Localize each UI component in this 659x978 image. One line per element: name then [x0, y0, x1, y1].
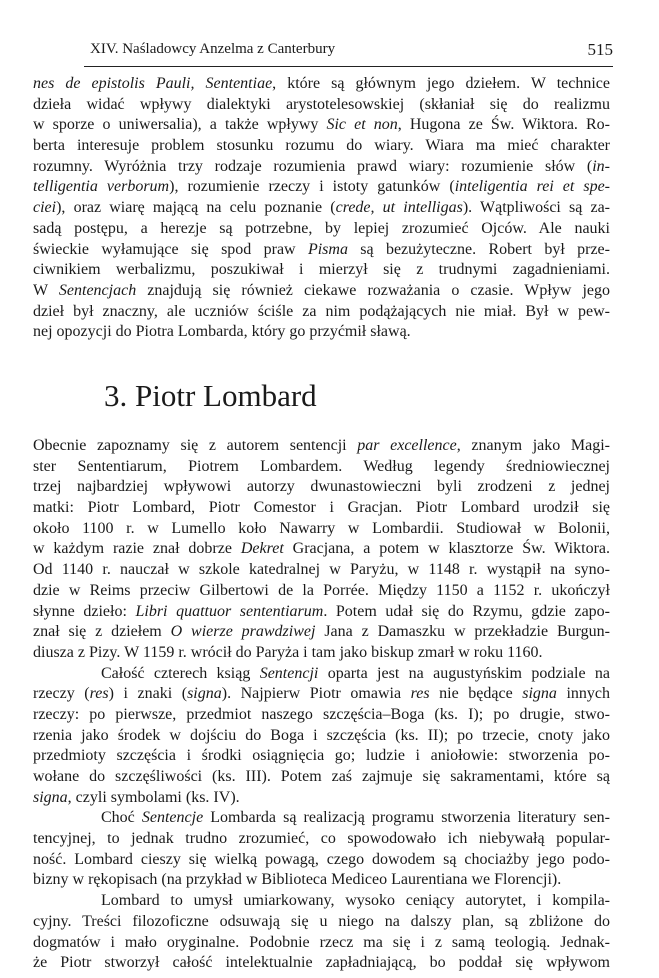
text-line	[33, 539, 610, 560]
text-segment: Jana z Damaszku w przekładzie Burgun-	[315, 623, 610, 641]
text-segment: , znanym jako Magi-	[456, 437, 610, 454]
text-segment: Gracjana, a potem w klasztorze Św. Wiktora.	[283, 540, 610, 558]
italic-segment: signa	[522, 685, 557, 703]
text-segment: w sporze o uniwersalia), a także wpływy	[33, 116, 327, 134]
text-segment: rzenia jako środek w dojściu do Boga i szczęścia (ks. II); po trzecie, cnoty jako	[33, 726, 610, 744]
text-segment: Lombard to umysł umiarkowany, wysoko ceniący autorytet, i kompila-	[101, 892, 610, 910]
text-line	[33, 157, 610, 178]
text-segment: słynne dzieło:	[33, 602, 136, 620]
text-segment: . Potem udał się do Rzymu, gdzie zapo-	[323, 602, 610, 620]
text-segment: rzeczy: po pierwsze, przedmiot naszego szczęścia–Boga (ks. I); po drugie, stwo-	[33, 705, 610, 723]
text-segment: że Piotr stworzył całość intelektualnie zapładniającą, bo poddał się wpływom	[33, 954, 610, 972]
text-segment: w każdym razie znał dobrze	[33, 540, 241, 558]
text-segment: są bezużyteczne. Robert był prze-	[347, 240, 610, 258]
text-segment: , Hugona ze Św. Wiktora. Ro-	[397, 116, 610, 134]
text-segment: sadą postępu, a herezje są potrzebne, by lepiej zrozumieć Ojców. Ale nauki	[33, 219, 610, 237]
text-segment: oparta jest na augustyńskim podziale na	[318, 664, 610, 682]
text-segment: ), rozumienie rzeczy i istoty gatunków (	[169, 178, 455, 196]
text-line	[33, 622, 610, 643]
text-segment: berta interesuje problem stosunku rozumu do wiary. Wiara ma mieć charakter	[33, 137, 610, 155]
text-line	[33, 177, 610, 198]
text-segment: ster Sententiarum, Piotrem Lombardem. Według legendy średniowiecznej	[33, 457, 610, 475]
italic-segment: signa	[33, 788, 68, 806]
text-segment: , czyli symbolami (ks. IV).	[67, 788, 240, 806]
italic-segment: Sentencje	[141, 809, 204, 827]
text-line	[33, 643, 610, 664]
section-title: 3. Piotr Lombard	[104, 378, 317, 413]
text-line	[33, 498, 610, 519]
text-segment: diusza z Pizy. W 1159 r. wrócił do Paryża i tam jako biskup zmarł w roku 1160.	[33, 643, 543, 661]
italic-segment: res	[410, 685, 430, 703]
text-line	[33, 198, 610, 219]
text-segment: , które są głównym jego dziełem. W technice	[272, 75, 610, 92]
text-line	[33, 602, 610, 623]
text-line	[33, 240, 610, 261]
text-segment: Od 1140 r. nauczał w szkole katedralnej w Paryżu, w 1148 r. wystąpił na syno-	[33, 561, 610, 579]
text-segment: ). Wątpliwości są za-	[462, 199, 610, 217]
text-segment: wołane do szczęśliwości (ks. III). Potem zaś zajmuje się sakramentami, które są	[33, 768, 610, 785]
text-segment: dzieła widać wpływy dialektyki arystotelesowskiej (skłaniał się do realizmu	[33, 95, 610, 113]
running-title: XIV. Naśladowcy Anzelma z Canterbury	[90, 41, 336, 57]
italic-segment: in-	[592, 157, 610, 175]
text-segment: Choć	[101, 809, 142, 827]
text-line	[33, 136, 610, 157]
italic-segment: Sentencji	[259, 664, 319, 682]
text-line	[33, 302, 610, 323]
text-segment: nej opozycji do Piotra Lombarda, który go przyćmił sławą.	[33, 323, 411, 341]
text-line	[33, 664, 610, 685]
text-segment: znajdują się również ciekawe rozważania o czasie. Wpływ jego	[136, 281, 610, 299]
text-line	[33, 115, 610, 136]
text-segment: przedmioty szczęścia i środki osiągnięcia go; ludzie i aniołowie: stworzenia po-	[33, 747, 610, 765]
text-segment: rozumny. Wyróżnia trzy rodzaje rozumienia prawd wiary: rozumienie słów (	[33, 157, 593, 175]
text-line	[33, 281, 610, 302]
paragraph-continuation	[33, 74, 610, 343]
text-line	[33, 260, 610, 281]
italic-segment: nes de epistolis Pauli, Sententiae	[33, 75, 273, 92]
text-segment: dzieł był znaczny, ale uczniów ściśle za nim podążających nie miał. Był w pew-	[33, 302, 610, 320]
italic-segment: Dekret	[240, 540, 284, 558]
text-line	[33, 519, 610, 540]
text-segment: świeckie wyłamujące się spod praw	[33, 240, 308, 258]
italic-segment: Sic et non	[326, 116, 398, 134]
text-segment: ność. Lombard cieszy się wielką powagą, czego dowodem są chociażby jego podo-	[33, 850, 610, 868]
text-segment: ) i znaki (	[108, 685, 188, 703]
text-line	[33, 219, 610, 240]
italic-segment: res	[89, 685, 109, 703]
text-line	[33, 477, 610, 498]
text-segment: około 1100 r. w Lumello koło Nawarry w Lombardii. Studiował w Bolonii,	[33, 519, 610, 537]
italic-segment: telligentia verborum	[33, 178, 170, 196]
text-segment: ). Najpierw Piotr omawia	[221, 685, 411, 703]
italic-segment: ciei	[33, 199, 57, 217]
text-segment: W	[33, 281, 59, 299]
text-segment: ), oraz wiarę mającą na celu poznanie (	[56, 199, 336, 217]
section-body	[33, 436, 610, 974]
italic-segment: Pisma	[307, 240, 348, 258]
text-line	[33, 808, 610, 829]
text-segment: cyjny. Treści filozoficzne odsuwają się u niego na dalszy plan, są zbliżone do	[33, 912, 610, 930]
italic-segment: crede, ut intelligas	[335, 199, 463, 217]
italic-segment: Sentencjach	[58, 281, 137, 299]
italic-segment: inteligentia rei et spe-	[454, 178, 610, 196]
text-line	[33, 436, 610, 457]
text-line	[33, 746, 610, 767]
text-line	[33, 726, 610, 747]
text-line	[33, 95, 610, 116]
page-number: 515	[587, 40, 613, 59]
italic-segment: par excellence	[357, 437, 457, 454]
text-line	[33, 891, 610, 912]
text-segment: bizny w rękopisach (na przykład w Biblioteca Mediceo Laurentiana we Florencji).	[33, 871, 562, 889]
header-rule	[84, 66, 613, 67]
text-segment: Całość czterech ksiąg	[101, 664, 260, 682]
text-segment: znał się z dziełem	[33, 623, 171, 641]
text-line	[33, 767, 610, 788]
text-segment: matki: Piotr Lombard, Piotr Comestor i Gracjan. Piotr Lombard urodził się	[33, 499, 610, 517]
text-line	[33, 457, 610, 478]
text-line	[33, 705, 610, 726]
text-line	[33, 788, 610, 809]
text-line	[33, 829, 610, 850]
text-line	[33, 684, 610, 705]
page-header	[84, 40, 613, 60]
italic-segment: Libri quattuor sententiarum	[135, 602, 324, 620]
text-line	[33, 933, 610, 954]
text-segment: nie będące	[429, 685, 523, 703]
text-segment: tencyjnej, to jednak trudno zrozumieć, co spowodowało ich niebywałą popular-	[33, 830, 610, 848]
text-line	[33, 953, 610, 974]
text-line	[33, 322, 610, 343]
text-segment: innych	[556, 685, 610, 703]
text-line	[33, 850, 610, 871]
text-line	[33, 870, 610, 891]
text-segment: rzeczy (	[33, 685, 90, 703]
text-segment: Lombarda są realizacją programu stworzenia literatury sen-	[203, 809, 610, 827]
text-segment: ciwnikiem werbalizmu, poszukiwał i mierzył się z trudnymi zagadnieniami.	[33, 261, 610, 279]
text-segment: dogmatów i mało oryginalne. Podobnie rzecz ma się i z samą teologią. Jednak-	[33, 933, 610, 951]
italic-segment: signa	[187, 685, 222, 703]
text-line	[33, 74, 610, 95]
text-line	[33, 912, 610, 933]
italic-segment: O wierze prawdziwej	[170, 623, 316, 641]
text-line	[33, 560, 610, 581]
text-line	[33, 581, 610, 602]
text-segment: dzie w Reims przeciw Gilbertowi de la Porrée. Między 1150 a 1152 r. ukończył	[33, 581, 610, 599]
text-segment: Obecnie zapoznamy się z autorem sentencji	[33, 437, 358, 454]
text-segment: trzej najbardziej wpływowi autorzy dwunastowieczni byli zrodzeni z jednej	[33, 478, 610, 496]
